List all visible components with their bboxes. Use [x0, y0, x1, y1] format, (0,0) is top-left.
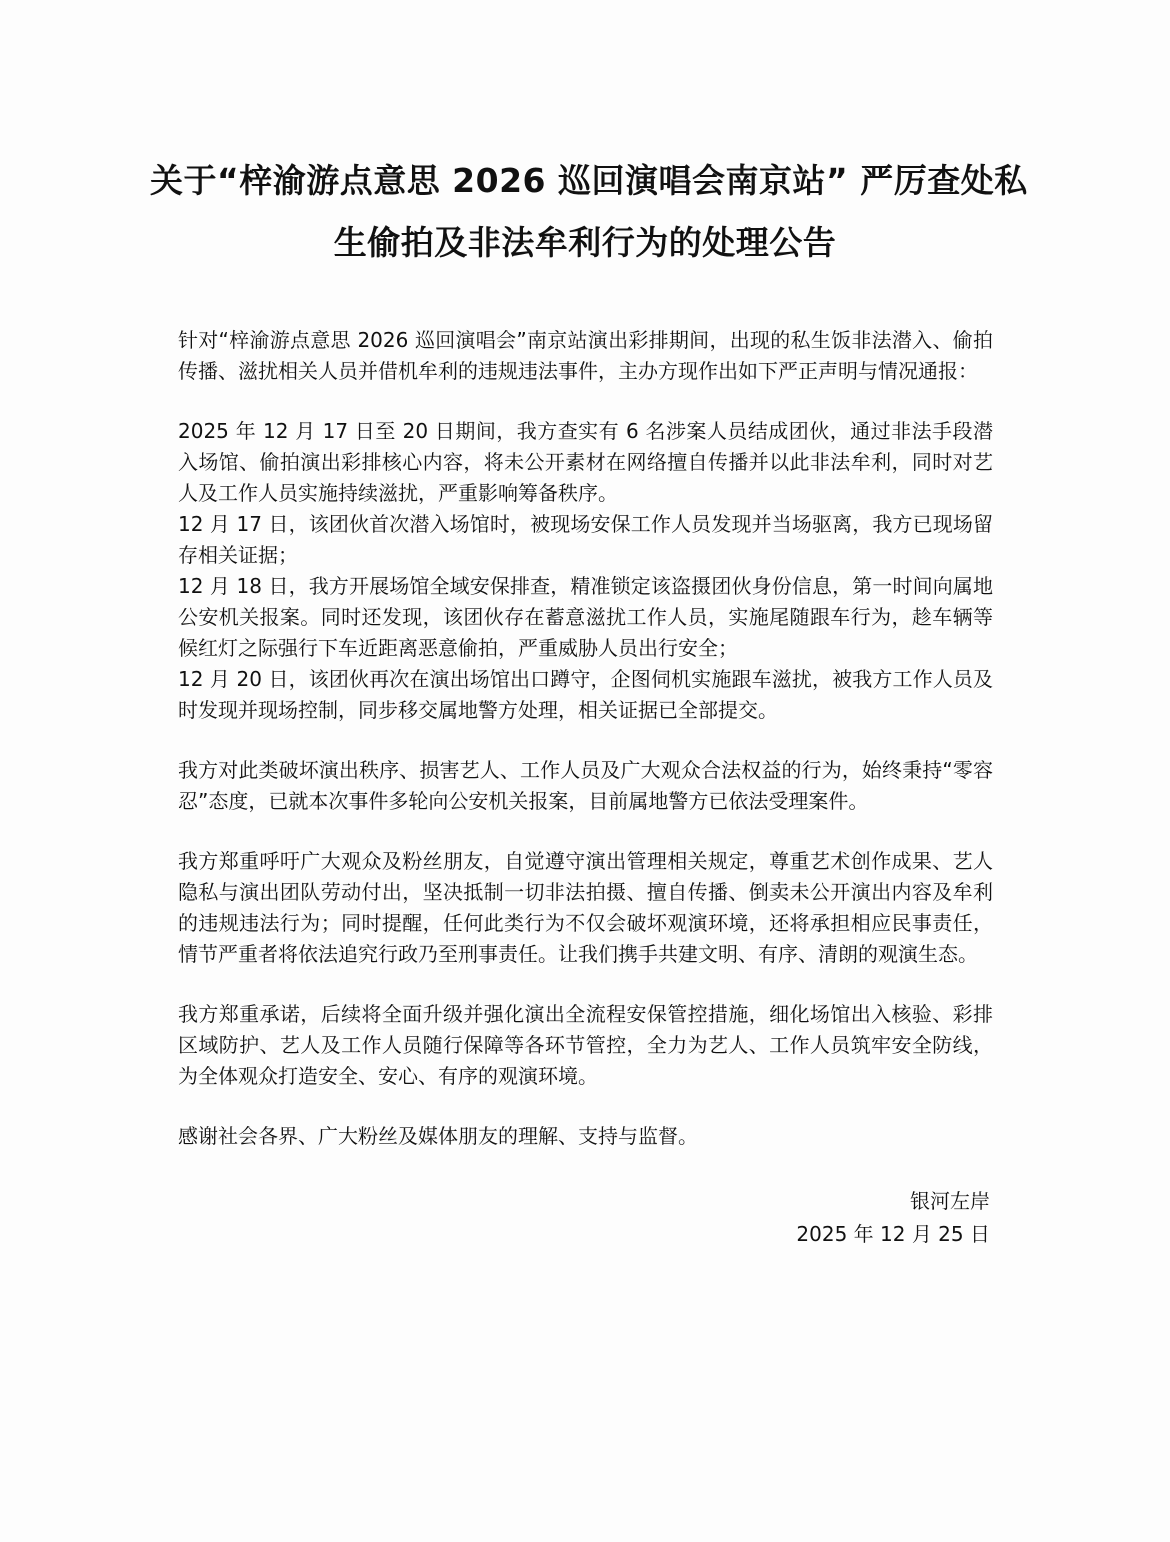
announcement-body [178, 325, 993, 1152]
fact-paragraph: 12 月 20 日，该团伙再次在演出场馆出口蹲守，企图伺机实施跟车滋扰，被我方工作人员及时发现并现场控制，同步移交属地警方处理，相关证据已全部提交。 [178, 667, 993, 722]
thanks-paragraph: 感谢社会各界、广大粉丝及媒体朋友的理解、支持与监督。 [178, 1124, 698, 1148]
title-line-1: 关于“梓渝游点意思 2026 巡回演唱会南京站” 严厉查处私 [150, 161, 1028, 200]
signature-date: 2025 年 12 月 25 日 [796, 1222, 990, 1246]
promise-paragraph: 我方郑重承诺，后续将全面升级并强化演出全流程安保管控措施，细化场馆出入核验、彩排区域防护、艺人及工作人员随行保障等各环节管控，全力为艺人、工作人员筑牢安全防线，为全体观众打造安全、安心、有序的观演环境。 [178, 1002, 993, 1088]
fact-paragraph: 2025 年 12 月 17 日至 20 日期间，我方查实有 6 名涉案人员结成团伙，通过非法手段潜入场馆、偷拍演出彩排核心内容，将未公开素材在网络擅自传播并以此非法牟利，同时对艺人及工作人员实施持续滋扰，严重影响筹备秩序。 [178, 419, 993, 505]
fact-paragraph: 12 月 17 日，该团伙首次潜入场馆时，被现场安保工作人员发现并当场驱离，我方已现场留存相关证据； [178, 512, 993, 567]
fact-paragraph: 12 月 18 日，我方开展场馆全域安保排查，精准锁定该盗摄团伙身份信息，第一时间向属地公安机关报案。同时还发现，该团伙存在蓄意滋扰工作人员，实施尾随跟车行为，趁车辆等候红灯之际强行下车近距离恶意偷拍，严重威胁人员出行安全； [178, 574, 993, 660]
signature-name: 银河左岸 [910, 1189, 990, 1213]
signature-block [796, 1185, 990, 1251]
stance-paragraph: 我方对此类破坏演出秩序、损害艺人、工作人员及广大观众合法权益的行为，始终秉持“零容忍”态度，已就本次事件多轮向公安机关报案，目前属地警方已依法受理案件。 [178, 758, 993, 813]
intro-paragraph: 针对“梓渝游点意思 2026 巡回演唱会”南京站演出彩排期间，出现的私生饭非法潜入、偷拍传播、滋扰相关人员并借机牟利的违规违法事件，主办方现作出如下严正声明与情况通报： [178, 328, 993, 383]
facts-section [178, 416, 993, 726]
announcement-title [150, 150, 1028, 274]
appeal-paragraph: 我方郑重呼吁广大观众及粉丝朋友，自觉遵守演出管理相关规定，尊重艺术创作成果、艺人隐私与演出团队劳动付出，坚决抵制一切非法拍摄、擅自传播、倒卖未公开演出内容及牟利的违规违法行为；同时提醒，任何此类行为不仅会破坏观演环境，还将承担相应民事责任，情节严重者将依法追究行政乃至刑事责任。让我们携手共建文明、有序、清朗的观演生态。 [178, 849, 993, 966]
title-line-2: 生偷拍及非法牟利行为的处理公告 [333, 223, 837, 262]
